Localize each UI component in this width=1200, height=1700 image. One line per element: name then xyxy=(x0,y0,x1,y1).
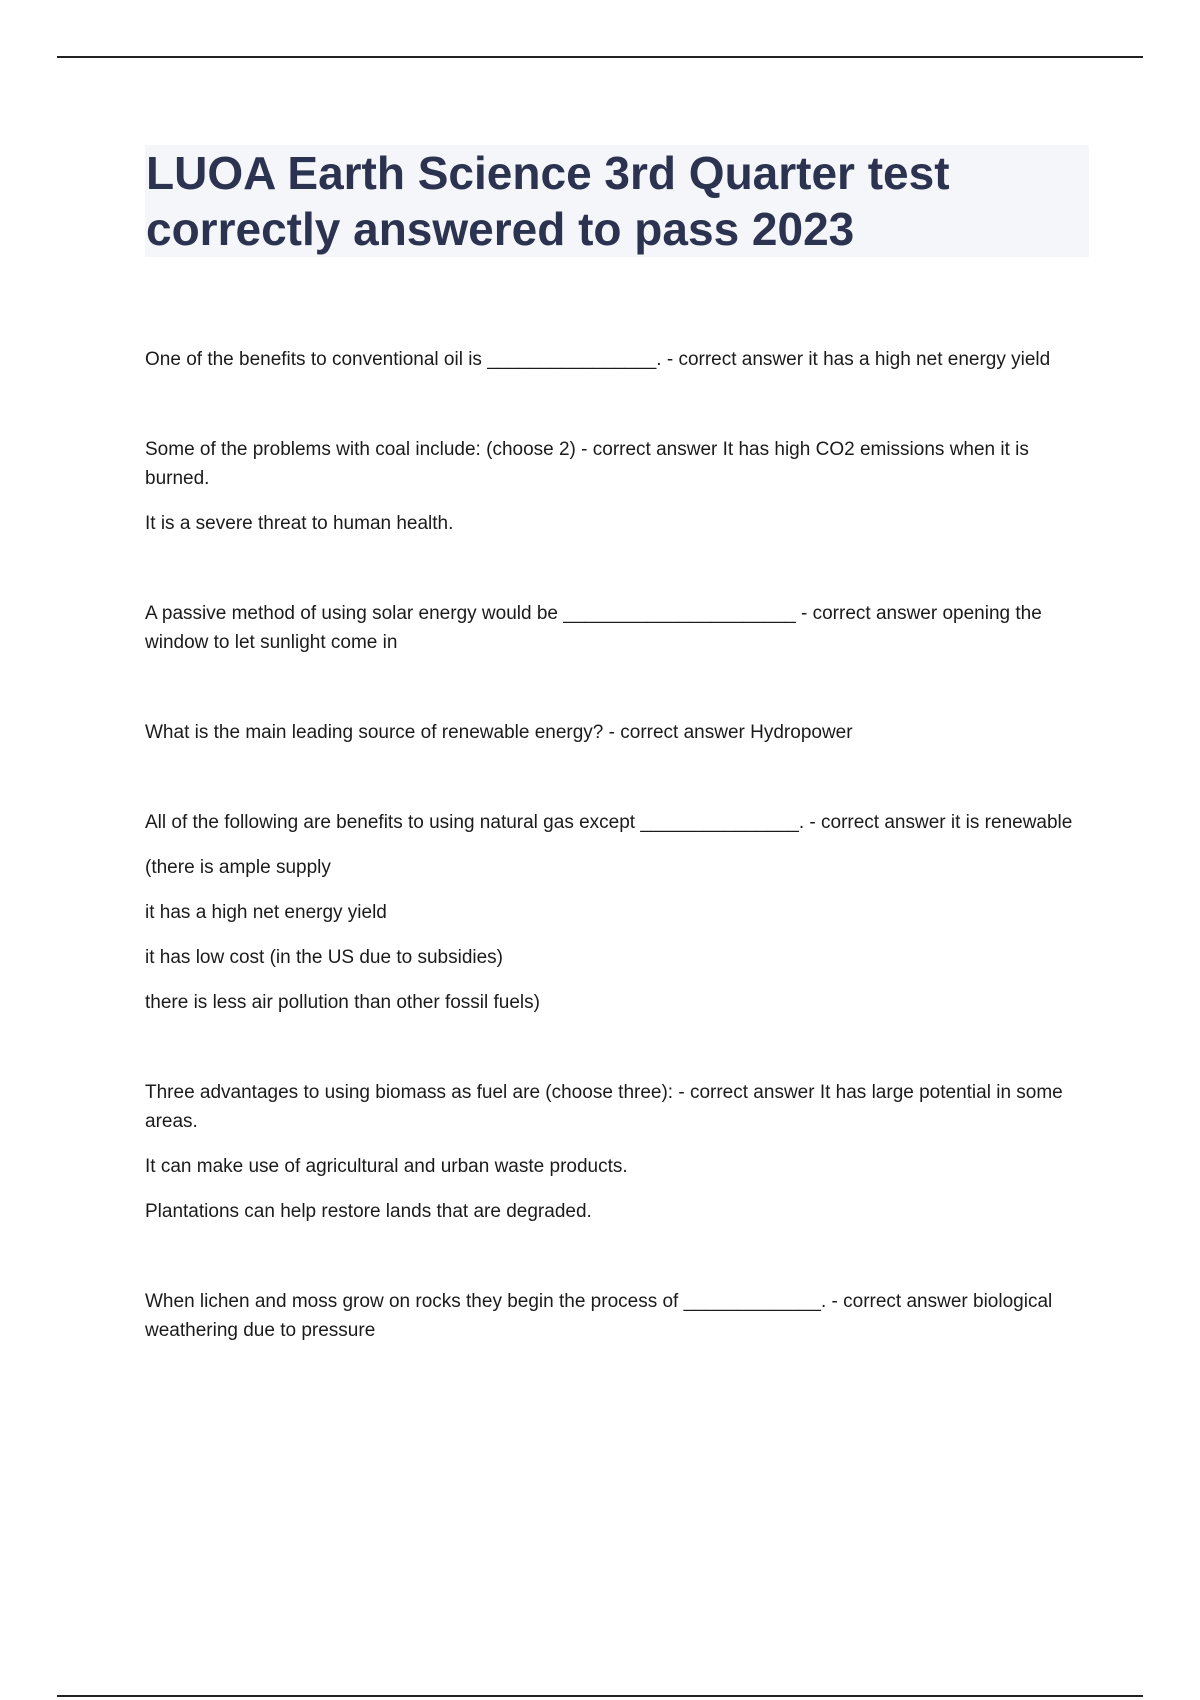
question-answer-text: Some of the problems with coal include: (choose 2) - correct answer It has high CO2 emissions when it is burned. xyxy=(145,439,1029,489)
answer-continuation: It is a severe threat to human health. xyxy=(145,513,454,534)
question-answer-text: When lichen and moss grow on rocks they begin the process of _____________. - correct answer biological weathering due to pressure xyxy=(145,1291,1053,1341)
qa-item xyxy=(145,1287,1089,1345)
question-answer-text: Three advantages to using biomass as fuel are (choose three): - correct answer It has large potential in some areas. xyxy=(145,1082,1063,1132)
question-list xyxy=(145,345,1089,1345)
question-answer-text: A passive method of using solar energy would be ______________________ - correct answer opening the window to let sunlight come in xyxy=(145,603,1042,653)
answer-continuation: it has a high net energy yield xyxy=(145,902,387,923)
title-banner xyxy=(145,145,1089,257)
answer-continuation: Plantations can help restore lands that are degraded. xyxy=(145,1201,592,1222)
answer-continuation: (there is ample supply xyxy=(145,857,331,878)
answer-continuation: it has low cost (in the US due to subsidies) xyxy=(145,947,504,968)
answer-continuation: It can make use of agricultural and urban waste products. xyxy=(145,1156,628,1177)
qa-item xyxy=(145,599,1089,657)
qa-item xyxy=(145,435,1089,538)
answer-continuation: there is less air pollution than other fossil fuels) xyxy=(145,992,540,1013)
qa-item xyxy=(145,808,1089,1017)
top-divider xyxy=(57,56,1143,58)
qa-item xyxy=(145,345,1089,374)
question-answer-text: All of the following are benefits to using natural gas except _______________. - correct answer it is renewable xyxy=(145,812,1073,833)
question-answer-text: One of the benefits to conventional oil is ________________. - correct answer it has a high net energy yield xyxy=(145,349,1051,370)
document-title: LUOA Earth Science 3rd Quarter test correctly answered to pass 2023 xyxy=(146,147,950,255)
qa-item xyxy=(145,718,1089,747)
qa-item xyxy=(145,1078,1089,1226)
bottom-divider xyxy=(57,1695,1143,1697)
question-answer-text: What is the main leading source of renewable energy? - correct answer Hydropower xyxy=(145,722,853,743)
